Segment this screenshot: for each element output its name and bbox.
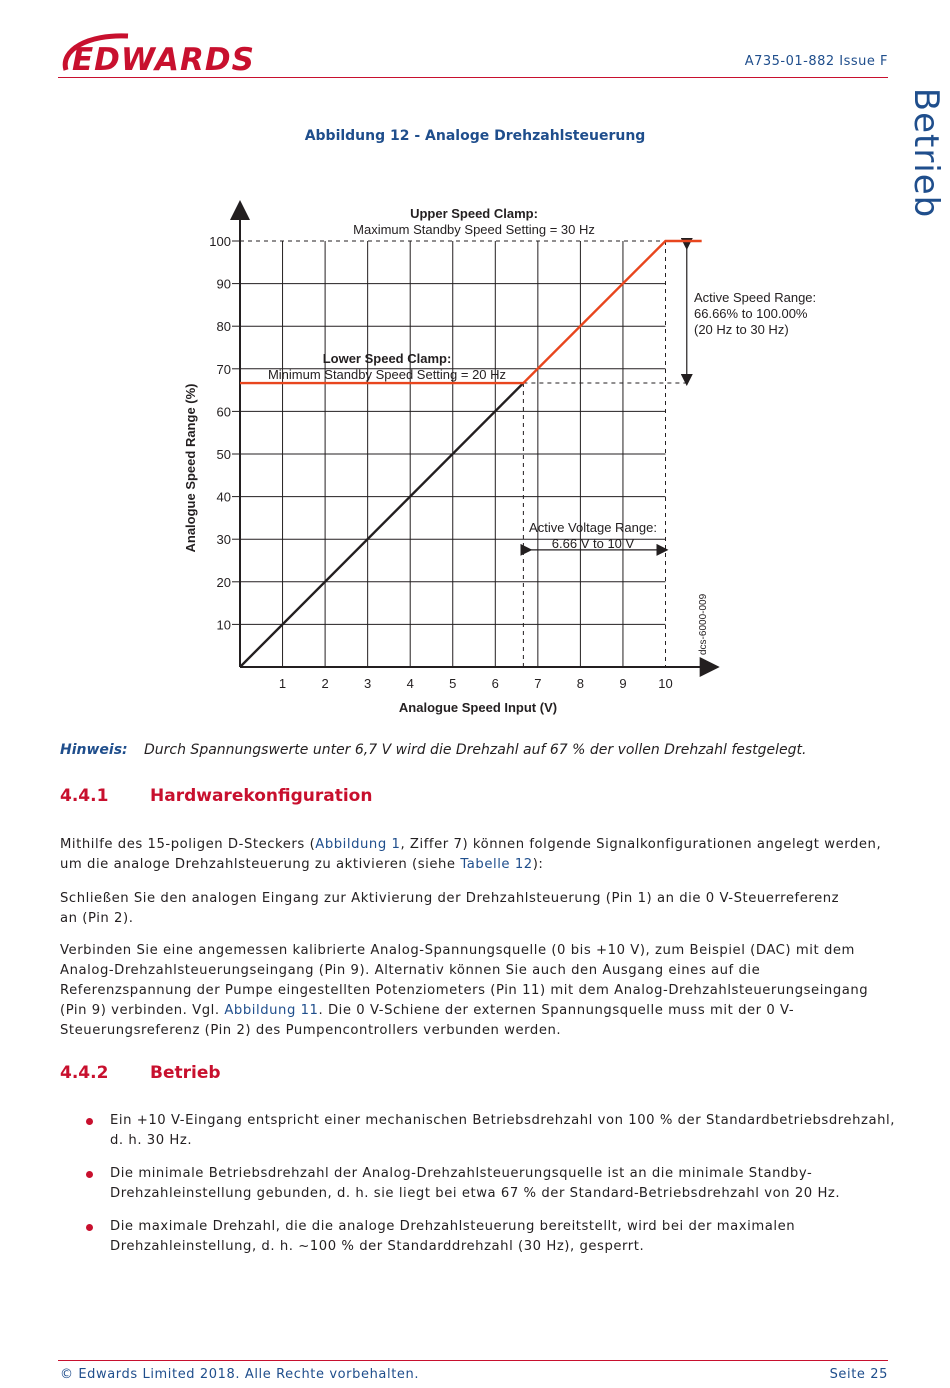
lower-clamp-title: Lower Speed Clamp: [322, 351, 452, 366]
paragraph-text: ): [532, 857, 544, 872]
upper-clamp-subtitle: Maximum Standby Speed Setting = 30 Hz [353, 222, 595, 237]
logo-text: EDWARDS [72, 42, 255, 78]
bullet-icon [86, 1224, 93, 1231]
y-tick-label: 10 [216, 617, 231, 633]
section-heading-hardware [60, 786, 372, 806]
y-tick-label: 50 [216, 447, 231, 462]
clamped-speed-series [240, 241, 702, 383]
paragraph-voltage-source [60, 941, 895, 1041]
active-speed-label-2: 66.66% to 100.00% [694, 306, 808, 321]
note-label: Hinweis: [60, 742, 128, 758]
figure-ref-code: dcs-6000-009 [698, 593, 709, 655]
x-tick-label: 2 [321, 676, 329, 691]
y-tick-label: 60 [216, 404, 231, 420]
link-abbildung-11[interactable]: Abbildung 11 [224, 1003, 319, 1018]
link-tabelle-12[interactable]: Tabelle 12 [460, 857, 533, 872]
y-tick-label: 30 [216, 532, 231, 548]
edwards-logo [58, 30, 298, 78]
y-tick-label: 20 [216, 574, 231, 590]
active-speed-label-1: Active Speed Range: [694, 290, 817, 305]
section-title: Betrieb [150, 1063, 221, 1083]
x-tick-label: 4 [406, 676, 414, 691]
link-abbildung-1[interactable]: Abbildung 1 [315, 837, 401, 852]
paragraph-text: , Ziffer 7) können folgende Signalkonfigurationen angelegt werden, um die analoge Drehzahlsteuerung zu aktivieren (siehe [60, 837, 882, 872]
footer-page-number: Seite 25 [829, 1367, 888, 1382]
paragraph-text: . Die 0 V-Schiene der externen Spannungsquelle muss mit der 0 V-Steuerungsreferenz (Pin 2) des Pumpencontrollers verbunden werden. [60, 1003, 795, 1038]
active-voltage-label-1: Active Voltage Range: [529, 520, 657, 535]
x-tick-label: 9 [619, 676, 627, 691]
section-heading-betrieb [60, 1063, 221, 1083]
y-tick-label: 90 [216, 276, 231, 292]
section-number: 4.4.2 [60, 1063, 109, 1083]
bullet-icon [86, 1171, 93, 1178]
y-tick-label: 70 [216, 361, 231, 377]
active-speed-label-3: (20 Hz to 30 Hz) [694, 322, 789, 337]
section-number: 4.4.1 [60, 786, 109, 806]
bullet-icon [86, 1118, 93, 1125]
chart-axes [240, 210, 710, 667]
header-divider [58, 77, 888, 78]
x-tick-label: 3 [364, 676, 372, 691]
paragraph-text: Verbinden Sie eine angemessen kalibrierte Analog-Spannungsquelle (0 bis +10 V), zum Beispiel (DAC) mit dem Analog-Drehzahlsteuerungseingang (Pin 9). Alternativ können Sie auch den Ausgang eines auf die Referenzspannung der Pumpe eingestellten Potenziometers (Pin 11) mit dem Analog-Drehzahlsteuerungseingang (Pin 9) verbinden. Vgl. [60, 943, 869, 1018]
figure-title: Abbildung 12 - Analoge Drehzahlsteuerung [304, 128, 646, 144]
y-axis-label: Analogue Speed Range (%) [183, 383, 198, 553]
x-tick-label: 1 [278, 676, 287, 691]
footer-divider [58, 1360, 888, 1361]
document-reference: A735-01-882 Issue F [744, 54, 888, 69]
x-tick-label: 5 [449, 676, 457, 691]
bullet-item: Die maximale Drehzahl, die die analoge Drehzahlsteuerung bereitstellt, wird bei der maximalen Drehzahleinstellung, d. h. ~100 % der Standarddrehzahl (30 Hz), gesperrt. [110, 1219, 796, 1254]
x-axis-label: Analogue Speed Input (V) [398, 700, 558, 715]
x-tick-label: 8 [576, 676, 585, 691]
x-tick-label: 6 [491, 676, 499, 691]
section-title: Hardwarekonfiguration [150, 786, 373, 806]
footer-copyright: © Edwards Limited 2018. Alle Rechte vorbehalten. [60, 1367, 420, 1382]
bullet-item: Ein +10 V-Eingang entspricht einer mechanischen Betriebsdrehzahl von 100 % der Standardbetriebsdrehzahl, d. h. 30 Hz. [110, 1113, 895, 1148]
y-tick-label: 40 [216, 489, 231, 505]
side-tab-label: Betrieb [906, 87, 946, 219]
speed-control-chart [150, 180, 870, 735]
bullet-item: Die minimale Betriebsdrehzahl der Analog-Drehzahlsteuerungsquelle ist an die minimale Standby-Drehzahleinstellung gebunden, d. h. sie liegt bei etwa 67 % der Standard-Betriebsdrehzahl von 20 Hz. [110, 1166, 841, 1201]
note-text: Durch Spannungswerte unter 6,7 V wird die Drehzahl auf 67 % der vollen Drehzahl festgelegt. [144, 742, 807, 758]
y-tick-label: 100 [209, 234, 231, 249]
section-side-tab [903, 78, 949, 228]
x-tick-label: 7 [534, 676, 542, 691]
upper-clamp-title: Upper Speed Clamp: [410, 206, 538, 221]
paragraph-enable-input: Schließen Sie den analogen Eingang zur Aktivierung der Drehzahlsteuerung (Pin 1) an die 0 V-Steuerreferenz an (Pin 2). [60, 891, 840, 926]
x-tick-label: 10 [658, 676, 673, 691]
active-voltage-label-2: 6.66 V to 10 V [551, 536, 635, 551]
paragraph-text: Mithilfe des 15-poligen D-Steckers ( [60, 837, 316, 852]
lower-clamp-subtitle: Minimum Standby Speed Setting = 20 Hz [267, 367, 507, 382]
paragraph-connector [60, 835, 895, 875]
y-tick-label: 80 [216, 319, 231, 335]
